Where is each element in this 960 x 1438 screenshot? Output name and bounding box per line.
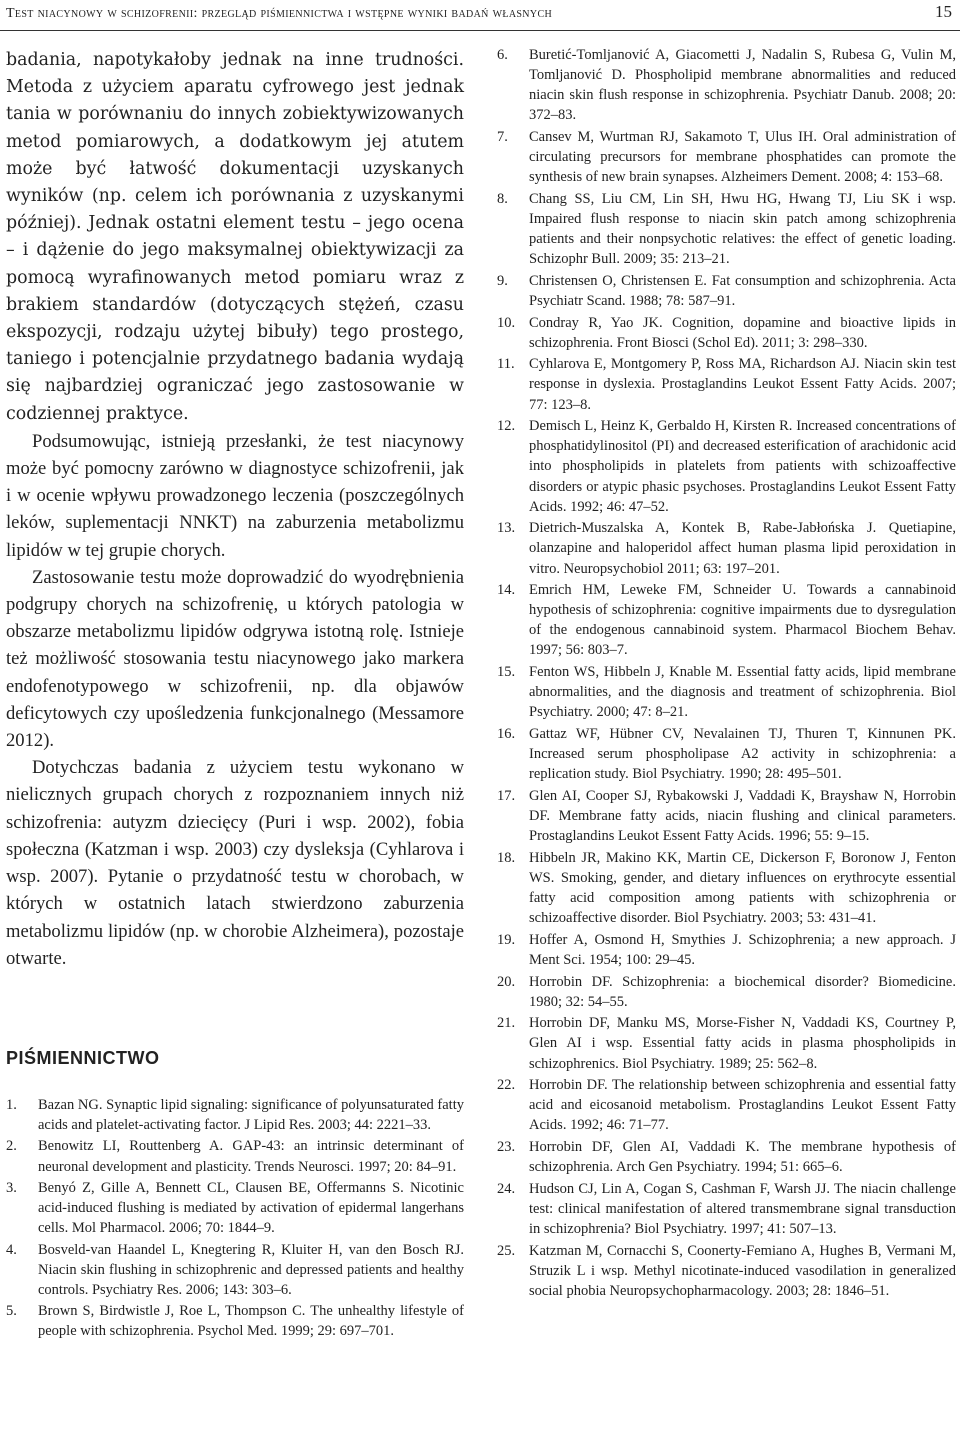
reference-item <box>497 1179 956 1239</box>
reference-text: Horrobin DF, Glen AI, Vaddadi K. The membrane hypothesis of schizophrenia. Arch Gen Psychiatry. 1994; 51: 665–6. <box>529 1139 956 1176</box>
reference-item <box>497 189 956 269</box>
reference-number: 20. <box>497 973 516 990</box>
reference-item <box>6 1301 464 1341</box>
reference-item <box>6 1136 464 1176</box>
reference-item <box>497 416 956 516</box>
reference-item <box>6 1178 464 1238</box>
reference-item <box>497 1241 956 1301</box>
body-paragraph: Dotychczas badania z użyciem testu wykonano w nielicznych grupach chorych z rozpoznaniem innych niż schizofrenia: autyzm dziecięcy (Puri i wsp. 2002), fobia społeczna (Katzman i wsp. 2003) czy dysleksja (Cyhlarova i wsp. 2007). Pytanie o przydatność testu w chorobach, w których w ostatnich latach stwierdzono zaburzenia metabolizmu lipidów (np. w chorobie Alzheimera), pozostaje otwarte. <box>6 757 464 969</box>
reference-number: 9. <box>497 272 508 289</box>
body-paragraph: badania, napotykałoby jednak na inne trudności. Metoda z użyciem aparatu cyfrowego jest jednak tania w porównaniu do innych zobiektywizowanych metod pomiarowych, a dodatkowym jej atutem może być łatwość dokumentacji uzyskanych wyników (np. celem ich porównania z uzyskanymi później). Jednak ostatni element testu – jego ocena – i dążenie do jego maksymalnej obiektywizacji za pomocą wyrafinowanych metod pomiaru wraz z brakiem standardów (dotyczących stężeń, czasu ekspozycji, rodzaju użytej bibuły) tego prostego, taniego i potencjalnie przydatnego badania wydają się najbardziej ograniczać jego zastosowanie w codziennej praktyce. <box>6 50 464 424</box>
references-list-left <box>6 1095 464 1343</box>
reference-text: Chang SS, Liu CM, Lin SH, Hwu HG, Hwang TJ, Liu SK i wsp. Impaired flush response to niacin skin patch among schizophrenia patients and their nonpsychotic relatives: the effect of genetic loading. Schizophr Bull. 2009; 35: 213–21. <box>529 190 956 268</box>
reference-text: Benyó Z, Gille A, Bennett CL, Clausen BE, Offermanns S. Nicotinic acid-induced flushing is mediated by activation of epidermal langerhans cells. Mol Pharmacol. 2006; 70: 1844–9. <box>38 1179 464 1237</box>
reference-item <box>497 45 956 125</box>
reference-text: Condray R, Yao JK. Cognition, dopamine and bioactive lipids in schizophrenia. Front Biosci (Schol Ed). 2011; 3: 298–330. <box>529 314 956 351</box>
header-rule <box>0 30 960 31</box>
reference-number: 13. <box>497 520 516 537</box>
reference-text: Brown S, Birdwistle J, Roe L, Thompson C. The unhealthy lifestyle of people with schizophrenia. Psychol Med. 1999; 29: 697–701. <box>38 1303 464 1340</box>
reference-number: 15. <box>497 664 516 681</box>
reference-number: 7. <box>497 128 508 145</box>
body-text-column <box>6 47 464 972</box>
reference-item <box>497 271 956 311</box>
reference-text: Fenton WS, Hibbeln J, Knable M. Essential fatty acids, lipid membrane abnormalities, and the diagnosis and treatment of schizophrenia. Biol Psychiatry. 2000; 47: 8–21. <box>529 664 956 721</box>
reference-item <box>497 786 956 846</box>
running-head <box>6 2 952 22</box>
reference-text: Emrich HM, Leweke FM, Schneider U. Towards a cannabinoid hypothesis of schizophrenia: cognitive impairments due to dysregulation of the endogenous cannabinoid system. Pharmacol Biochem Behav. 1997; 56: 803–7. <box>529 582 956 659</box>
reference-number: 14. <box>497 582 516 599</box>
reference-number: 16. <box>497 726 516 743</box>
reference-text: Benowitz LI, Routtenberg A. GAP-43: an intrinsic determinant of neuronal development and plasticity. Trends Neurosci. 1997; 20: 84–91. <box>38 1138 464 1175</box>
reference-number: 12. <box>497 418 516 435</box>
reference-text: Dietrich-Muszalska A, Kontek B, Rabe-Jabłońska J. Quetiapine, olanzapine and haloperidol affect human plasma lipid peroxidation in vitro. Neuropsychobiol 2011; 63: 197–201. <box>529 520 956 577</box>
reference-item <box>497 848 956 928</box>
reference-text: Demisch L, Heinz K, Gerbaldo H, Kirsten R. Increased concentrations of phosphatidylinositol (PI) and decreased esterification of arachidonic acid into phospholipids in platelets from patients with schizoaffective disorders or atypic phasic psychoses. Prostaglandins Leukot Essent Fatty Acids. 1992; 46: 47–52. <box>529 418 956 515</box>
reference-item <box>497 1075 956 1135</box>
reference-number: 11. <box>497 356 515 373</box>
reference-number: 23. <box>497 1139 516 1156</box>
page-number: 15 <box>935 2 952 21</box>
reference-number: 22. <box>497 1077 516 1094</box>
reference-text: Horrobin DF. The relationship between schizophrenia and essential fatty acid and eicosanoid metabolism. Prostaglandins Leukot Essent Fatty Acids. 1992; 46: 71–77. <box>529 1077 956 1134</box>
reference-item <box>497 518 956 578</box>
reference-number: 2. <box>6 1138 17 1155</box>
reference-number: 25. <box>497 1242 516 1259</box>
reference-number: 5. <box>6 1303 17 1320</box>
body-paragraph: Podsumowując, istnieją przesłanki, że test niacynowy może być pomocny zarówno w diagnostyce schizofrenii, jak i w ocenie wpływu prowadzonego leczenia (poszczególnych leków, suplementacji NNKT) na zaburzenia metabolizmu lipidów w tej grupie chorych. <box>6 430 464 561</box>
reference-item <box>497 724 956 784</box>
references-heading: PIŚMIENNICTWO <box>6 1048 160 1068</box>
reference-number: 3. <box>6 1179 17 1196</box>
reference-text: Christensen O, Christensen E. Fat consumption and schizophrenia. Acta Psychiatr Scand. 1988; 78: 587–91. <box>529 272 956 309</box>
body-paragraph: Zastosowanie testu może doprowadzić do wyodrębnienia podgrupy chorych na schizofrenię, u których patologia w obszarze metabolizmu lipidów odgrywa istotną rolę. Istnieje też możliwość stosowania testu niacynowego jako markera endofenotypowego w schizofrenii, np. dla objawów deficytowych czy upośledzenia funkcjonalnego (Messamore 2012). <box>6 566 464 752</box>
reference-number: 17. <box>497 787 516 804</box>
reference-text: Katzman M, Cornacchi S, Coonerty-Femiano A, Hughes B, Vermani M, Struzik L i wsp. Methyl nicotinate-induced vasodilation in generalized social phobia Neuropsychopharmacology. 2003; 28: 1846–51. <box>529 1242 956 1299</box>
reference-item <box>497 580 956 660</box>
reference-item <box>497 1137 956 1177</box>
reference-text: Horrobin DF. Schizophrenia: a biochemical disorder? Biomedicine. 1980; 32: 54–55. <box>529 973 956 1010</box>
reference-text: Glen AI, Cooper SJ, Rybakowski J, Vaddadi K, Brayshaw N, Horrobin DF. Membrane fatty acids, niacin flushing and clinical parameters. Prostaglandins Leukot Essent Fatty Acids. 1996; 55: 9–15. <box>529 787 956 845</box>
reference-item <box>497 354 956 414</box>
reference-number: 8. <box>497 190 508 207</box>
reference-item <box>497 972 956 1012</box>
reference-number: 19. <box>497 931 516 948</box>
reference-number: 18. <box>497 849 516 866</box>
reference-text: Horrobin DF, Manku MS, Morse-Fisher N, Vaddadi KS, Courtney P, Glen AI i wsp. Essential fatty acids in plasma phospholipids in schizophrenics. Biol Psychiatry. 1989; 25: 562–8. <box>529 1015 956 1072</box>
reference-item <box>6 1095 464 1135</box>
reference-number: 4. <box>6 1241 17 1258</box>
reference-number: 10. <box>497 314 516 331</box>
reference-text: Gattaz WF, Hübner CV, Nevalainen TJ, Thuren T, Kinnunen PK. Increased serum phospholipase A2 activity in schizophrenia: a replication study. Biol Psychiatry. 1990; 28: 495–501. <box>529 726 956 783</box>
reference-text: Cyhlarova E, Montgomery P, Ross MA, Richardson AJ. Niacin skin test response in dyslexia. Prostaglandins Leukot Essent Fatty Acids. 2007; 77: 123–8. <box>529 356 956 413</box>
references-list-right <box>497 45 956 1303</box>
reference-item <box>497 930 956 970</box>
reference-number: 6. <box>497 47 508 63</box>
reference-text: Hudson CJ, Lin A, Cogan S, Cashman F, Warsh JJ. The niacin challenge test: clinical manifestation of altered transmembrane signal transduction in schizophrenia? Biol Psychiatry. 1997; 41: 507–13. <box>529 1180 956 1238</box>
reference-number: 24. <box>497 1180 516 1197</box>
reference-item <box>497 127 956 187</box>
running-title: Test niacynowy w schizofrenii: przegląd piśmiennictwa i wstępne wyniki badań własnych <box>6 6 553 21</box>
reference-text: Cansev M, Wurtman RJ, Sakamoto T, Ulus IH. Oral administration of circulating precursors for membrane phosphatides can promote the synthesis of new brain synapses. Alzheimers Dement. 2008; 4: 153–68. <box>529 128 956 186</box>
reference-item <box>497 1013 956 1073</box>
reference-text: Hoffer A, Osmond H, Smythies J. Schizophrenia; a new approach. J Ment Sci. 1954; 100: 29–45. <box>529 931 956 968</box>
reference-item <box>6 1240 464 1300</box>
reference-number: 21. <box>497 1015 516 1032</box>
reference-item <box>497 313 956 353</box>
reference-item <box>497 662 956 722</box>
reference-text: Bazan NG. Synaptic lipid signaling: significance of polyunsaturated fatty acids and platelet-activating factor. J Lipid Res. 2003; 44: 2221–33. <box>38 1097 464 1134</box>
reference-text: Buretić-Tomljanović A, Giacometti J, Nadalin S, Rubesa G, Vulin M, Tomljanović D. Phospholipid membrane abnormalities and reduced niacin skin flush response in schizophrenia. Psychiatr Danub. 2008; 20: 372–83. <box>529 47 956 124</box>
reference-text: Bosveld-van Haandel L, Knegtering R, Kluiter H, van den Bosch RJ. Niacin skin flushing in schizophrenic and depressed patients and healthy controls. Psychiatry Res. 2006; 143: 303–6. <box>38 1241 464 1298</box>
reference-text: Hibbeln JR, Makino KK, Martin CE, Dickerson F, Boronow J, Fenton WS. Smoking, gender, and dietary influences on erythrocyte essential fatty acid composition among patients with schizophrenia or schizoaffective disorder. Biol Psychiatry. 2003; 53: 431–41. <box>529 849 956 927</box>
reference-number: 1. <box>6 1097 17 1113</box>
